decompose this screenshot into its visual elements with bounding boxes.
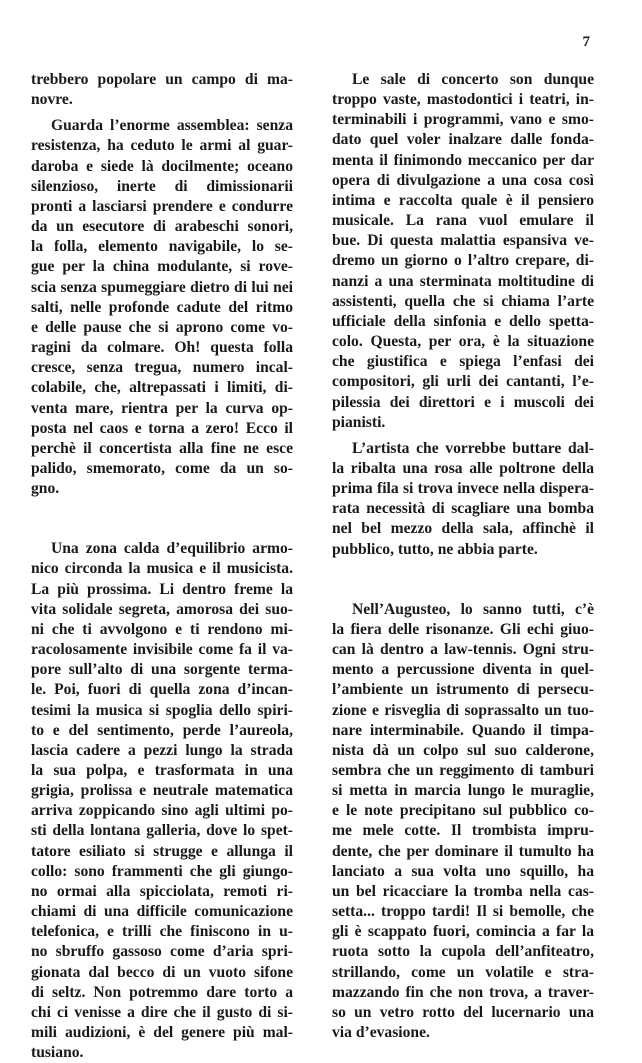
text-line: setta... troppo tardi! Il si bemolle, che: [332, 903, 594, 921]
text-line: dremo un giorno o l’altro crepare, di-: [332, 252, 594, 270]
text-line: assistenti, quella che si chiama l’arte: [332, 292, 594, 310]
text-line: collo: sono frammenti che gli giungo-: [31, 862, 293, 880]
text-line: telefonica, e trilli che finiscono in u-: [31, 923, 293, 941]
paragraph: [332, 600, 594, 1043]
text-line: nare interminabile. Quando il timpa-: [332, 721, 594, 739]
text-line: rata necessità di scagliare una bomba: [332, 500, 594, 518]
text-line: ni che ti avvolgono e ti rendono mi-: [31, 620, 293, 638]
text-line: intima e raccolta quale è il pensiero: [332, 191, 594, 209]
text-line: mazzando fin che non trova, a traver-: [332, 983, 594, 1001]
text-line: cresce, senza tregua, numero incal-: [31, 359, 293, 377]
text-line: dato quel voler inalzare dalle fonda-: [332, 131, 594, 149]
text-line: ragini da colmare. Oh! questa folla: [31, 339, 293, 357]
text-line: vita solidale segreta, amorosa dei suo-: [31, 600, 293, 618]
text-line: lanciato a sua volta uno squillo, ha: [332, 862, 594, 880]
text-line: pilessia dei direttori e i muscoli dei: [332, 393, 594, 411]
text-line: gno.: [31, 480, 60, 498]
text-line: Nell’Augusteo, lo sanno tutti, c’è: [352, 600, 594, 618]
text-line: bue. Di questa malattia espansiva ve-: [332, 232, 594, 250]
text-line: Guarda l’enorme assemblea: senza: [51, 117, 293, 135]
text-line: le. Poi, fuori di quella zona d’incan-: [31, 681, 293, 699]
paragraph: [332, 439, 594, 560]
text-line: via d’evasione.: [332, 1024, 430, 1042]
text-line: si metta in marcia lungo le muraglie,: [332, 782, 594, 800]
text-line: strillando, come un volatile e stra-: [332, 963, 594, 981]
text-line: pianisti.: [332, 413, 386, 431]
text-line: so un vetro rotto del lucernario una: [332, 1003, 594, 1021]
text-line: mili audizioni, è del genere più mal-: [31, 1024, 293, 1042]
text-line: posta nel caos e torna a zero! Ecco il: [31, 419, 293, 437]
paragraph: [31, 70, 293, 110]
paragraph: [31, 539, 293, 1063]
text-line: ufficiale della sinfonia e dello spetta-: [332, 312, 594, 330]
text-line: tesimi la musica si spoglia dello spiri-: [31, 701, 293, 719]
text-line: colo. Questa, per ora, è la situazione: [332, 333, 594, 351]
text-line: tatore esiliato si strugge e allunga il: [31, 842, 293, 860]
text-line: sembra che un reggimento di tamburi: [332, 762, 594, 779]
text-line: zione e risveglia di soprassalto un tuo-: [332, 701, 594, 719]
text-line: nanzi a una sterminata moltitudine di: [332, 272, 594, 290]
text-line: silenzioso, inerte di dimissionarii: [31, 177, 293, 195]
text-line: La più prossima. Li dentro freme la: [31, 580, 293, 598]
text-line: e delle pause che si aprono come vo-: [31, 318, 293, 336]
text-line: la folla, elemento navigabile, lo se-: [31, 238, 293, 256]
text-line: gli è scappato fuori, comincia a far la: [332, 923, 594, 941]
text-line: colabile, che, altrepassati i limiti, di-: [31, 379, 293, 397]
right-column: [332, 70, 594, 1043]
text-line: sti della lontana galleria, dove lo spet-: [31, 822, 293, 840]
text-line: ruota sotto la cupola dell’anfiteatro,: [332, 943, 594, 961]
text-line: daroba e siede là docilmente; oceano: [31, 157, 293, 175]
text-line: dente, che per dominare il tumulto ha: [332, 842, 594, 860]
left-column: [31, 70, 293, 1063]
text-line: venta mare, rientra per la curva op-: [31, 399, 293, 417]
text-line: salti, nelle profonde cadute del ritmo: [31, 298, 293, 316]
text-line: can là dentro a law-tennis. Ogni stru-: [332, 641, 594, 659]
page-number: 7: [582, 34, 590, 50]
text-line: resistenza, ha ceduto le armi al guar-: [31, 137, 293, 155]
paragraph: [31, 116, 293, 499]
text-line: nico circonda la musica e il musicista.: [31, 560, 293, 578]
text-line: menta il finimondo meccanico per dar: [332, 151, 594, 169]
text-line: la sua polpa, e trasformata in una: [31, 762, 293, 779]
paragraph: [332, 70, 594, 433]
text-line: musicale. La rana vuol emulare il: [332, 212, 594, 230]
text-line: palido, smemorato, come da un so-: [31, 459, 293, 477]
text-line: chi ci venisse a dire che il gusto di si-: [31, 1003, 293, 1021]
text-line: trebbero popolare un campo di ma-: [31, 71, 293, 88]
text-line: lascia cadere a pezzi lungo la strada: [31, 741, 293, 759]
text-line: la fiera delle risonanze. Gli echi giuo-: [332, 620, 594, 638]
text-line: to e del sentimento, perde l’aureola,: [31, 721, 293, 739]
text-line: terminabili i programmi, vano e smo-: [332, 111, 594, 129]
text-line: che giustifica e spiega l’enfasi dei: [332, 353, 594, 371]
text-line: pore sull’alto di una sorgente terma-: [31, 661, 293, 679]
text-line: gionata dal becco di un vuoto sifone: [31, 963, 293, 981]
text-line: di seltz. Non potremmo dare torto a: [31, 983, 293, 1001]
text-line: perchè il concertista alla fine ne esce: [31, 439, 293, 457]
text-line: nel bel mezzo della sala, affinchè il: [332, 520, 594, 538]
text-line: grigia, prolissa e neutrale matematica: [31, 782, 293, 800]
text-line: un bel ricacciare la tromba nella cas-: [332, 882, 594, 900]
text-line: me mele cotte. Il trombista impru-: [332, 822, 594, 840]
text-line: novre.: [31, 91, 73, 109]
text-line: Le sale di concerto son dunque: [352, 71, 594, 88]
text-line: chiami di una difficile comunicazione: [31, 903, 293, 921]
text-line: L’artista che vorrebbe buttare dal-: [352, 439, 594, 457]
text-line: pronti a lasciarsi prendere e condurre: [31, 197, 293, 215]
text-line: compositori, gli urli dei cantanti, l’e-: [332, 373, 594, 391]
text-line: gue per la china modulante, si rove-: [31, 258, 293, 276]
text-line: da un esecutore di arabeschi sonori,: [31, 218, 293, 236]
text-line: arriva zoppicando sino agli ultimi po-: [31, 802, 293, 820]
text-line: e le note precipitano sul pubblico co-: [332, 802, 594, 820]
text-line: pubblico, tutto, ne abbia parte.: [332, 540, 538, 558]
text-line: no ormai alla spicciolata, remoti ri-: [31, 882, 293, 900]
text-line: no sbruffo gassoso come d’aria spri-: [31, 943, 293, 961]
text-line: racolosamente invisibile come fa il va-: [31, 641, 293, 659]
text-line: l’ambiente un istrumento di persecu-: [332, 681, 594, 699]
text-line: Una zona calda d’equilibrio armo-: [51, 540, 293, 558]
text-line: prima fila si trova invece nella dispera-: [332, 480, 594, 498]
text-line: la ribalta una rosa alle poltrone della: [332, 459, 594, 477]
text-line: opera di divulgazione a una cosa così: [332, 171, 594, 189]
text-line: scia senza spumeggiare dietro di lui nei: [31, 278, 293, 296]
text-line: troppo vaste, mastodontici i teatri, in-: [332, 91, 594, 109]
text-line: tusiano.: [31, 1044, 84, 1062]
text-line: nista dà un colpo sul suo calderone,: [332, 741, 594, 759]
text-line: mento a percussione diventa in quel-: [332, 661, 594, 679]
